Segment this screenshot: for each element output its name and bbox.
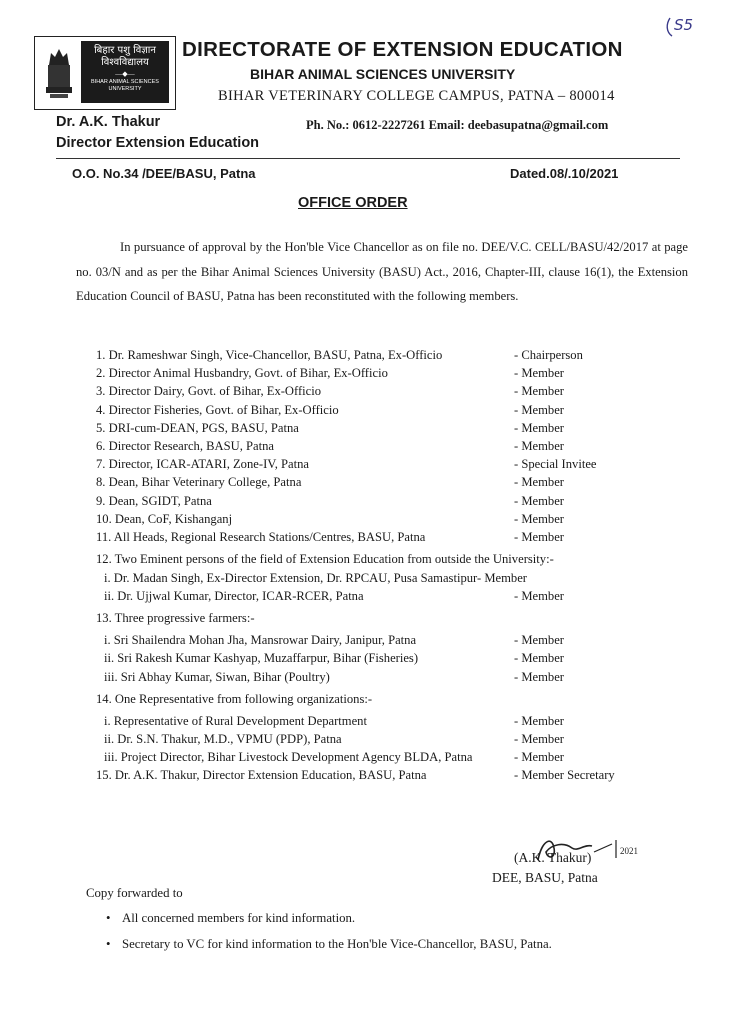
list-item (96, 473, 676, 491)
member-text: 15. Dr. A.K. Thakur, Director Extension Education, BASU, Patna (96, 768, 427, 783)
member-text: 9. Dean, SGIDT, Patna (96, 493, 212, 508)
bullet-icon: • (106, 937, 111, 951)
member-role: - Member (514, 713, 565, 728)
university-name: BIHAR ANIMAL SCIENCES UNIVERSITY (250, 66, 516, 82)
member-text: 11. All Heads, Regional Research Stations/Centres, BASU, Patna (96, 529, 426, 544)
member-text: 4. Director Fisheries, Govt. of Bihar, Ex-Officio (96, 402, 339, 417)
member-text: iii. Project Director, Bihar Livestock Development Agency BLDA, Patna (104, 750, 473, 764)
page-title: OFFICE ORDER (298, 195, 408, 211)
member-list (96, 346, 676, 784)
directorate-title: DIRECTORATE OF EXTENSION EDUCATION (182, 38, 623, 61)
member-text: 3. Director Dairy, Govt. of Bihar, Ex-Officio (96, 384, 322, 399)
page-mark-text: S5 (674, 16, 694, 34)
member-role: - Member (514, 402, 565, 417)
member-text: 1. Dr. Rameshwar Singh, Vice-Chancellor, BASU, Patna, Ex-Officio (96, 348, 443, 362)
group-13-heading (96, 605, 676, 628)
list-item (96, 419, 676, 437)
member-role: - Member (514, 511, 565, 526)
member-role: - Member (514, 731, 565, 746)
member-text: 10. Dean, CoF, Kishanganj (96, 511, 233, 526)
intro-text: In pursuance of approval by the Hon'ble Vice Chancellor as on file no. DEE/V.C. CELL/BASU/42/2017 at page no. 03/N and as per the Bihar Animal Sciences University (BASU) Act., 2016, Chapter-III, clause 16(1), the Extension Education Council of BASU, Patna has been reconstituted with the following members. (76, 240, 688, 304)
list-item (96, 492, 676, 510)
logo-separator: —◆— (115, 70, 135, 78)
list-item (96, 510, 676, 528)
bullet-icon: • (106, 911, 111, 925)
logo-hindi-line1: बिहार पशु विज्ञान (94, 45, 156, 56)
member-text: ii. Dr. Ujjwal Kumar, Director, ICAR-RCER, Patna (104, 589, 364, 604)
page-number-mark (664, 14, 716, 40)
intro-paragraph (76, 235, 688, 309)
member-role: - Chairperson (514, 348, 583, 362)
group-14-heading (96, 686, 676, 709)
member-text: iii. Sri Abhay Kumar, Siwan, Bihar (Poultry) (104, 669, 330, 684)
list-item (96, 628, 676, 649)
director-name: Dr. A.K. Thakur (56, 114, 161, 130)
list-item (96, 730, 676, 748)
logo-text-box (81, 41, 169, 103)
list-item (96, 401, 676, 419)
order-number: O.O. No.34 /DEE/BASU, Patna (72, 166, 256, 181)
member-role: - Member Secretary (514, 768, 615, 783)
copy-item-text: All concerned members for kind information. (122, 911, 356, 925)
list-item (96, 668, 676, 686)
member-role: - Member (514, 475, 565, 490)
director-title: Director Extension Education (56, 135, 260, 151)
contact-info: Ph. No.: 0612-2227261 Email: deebasupatna@gmail.com (306, 118, 609, 132)
group-heading-text: 13. Three progressive farmers:- (96, 611, 255, 626)
member-role: - Member (514, 529, 565, 544)
list-item (96, 528, 676, 546)
list-item (96, 748, 676, 766)
member-role: - Member (514, 589, 565, 604)
member-text: 2. Director Animal Husbandry, Govt. of Bihar, Ex-Officio (96, 366, 388, 381)
list-item (106, 908, 552, 934)
list-item (96, 346, 676, 364)
member-text: 7. Director, ICAR-ATARI, Zone-IV, Patna (96, 457, 310, 472)
list-item (96, 382, 676, 400)
order-date: Dated.08/.10/2021 (510, 166, 619, 181)
member-role: - Member (514, 493, 565, 508)
member-text: ii. Dr. S.N. Thakur, M.D., VPMU (PDP), Patna (104, 731, 342, 746)
member-role: - Member (514, 366, 565, 381)
logo-english-text: BIHAR ANIMAL SCIENCES UNIVERSITY (91, 79, 159, 92)
list-item (96, 437, 676, 455)
member-role: - Member (514, 384, 565, 399)
group-12-heading (96, 546, 676, 569)
member-text: 8. Dean, Bihar Veterinary College, Patna (96, 475, 302, 490)
list-item (96, 766, 676, 784)
group-heading-text: 14. One Representative from following organizations:- (96, 691, 373, 706)
group-heading-text: 12. Two Eminent persons of the field of Extension Education from outside the University:- (96, 552, 554, 567)
member-role: - Member (514, 651, 565, 666)
member-role: - Member (514, 669, 565, 684)
list-item (96, 649, 676, 667)
member-text: ii. Sri Rakesh Kumar Kashyap, Muzaffarpur, Bihar (Fisheries) (104, 651, 419, 666)
university-logo (34, 36, 176, 110)
copy-item-text: Secretary to VC for kind information to the Hon'ble Vice-Chancellor, BASU, Patna. (122, 937, 552, 951)
list-item (96, 709, 676, 730)
lion-emblem-icon (41, 43, 77, 101)
signatory-name: (A.K. Thakur) (514, 850, 592, 865)
list-item (106, 934, 552, 960)
header-divider (56, 158, 680, 159)
copy-list (106, 908, 552, 960)
list-item (96, 455, 676, 473)
logo-hindi-line2: विश्वविद्यालय (101, 57, 149, 68)
member-text: 6. Director Research, BASU, Patna (96, 438, 275, 453)
member-text: i. Sri Shailendra Mohan Jha, Mansrowar Dairy, Janipur, Patna (104, 633, 417, 648)
member-text: i. Dr. Madan Singh, Ex-Director Extension, Dr. RPCAU, Pusa Samastipur- Member (104, 571, 527, 586)
member-role: - Member (514, 633, 565, 648)
member-text: 5. DRI-cum-DEAN, PGS, BASU, Patna (96, 420, 299, 435)
list-item (96, 569, 676, 587)
member-role: - Member (514, 438, 565, 453)
svg-text:2021: 2021 (620, 846, 638, 856)
copy-forwarded-label: Copy forwarded to (86, 886, 183, 900)
list-item (96, 364, 676, 382)
member-role: - Special Invitee (514, 457, 597, 472)
campus-address: BIHAR VETERINARY COLLEGE CAMPUS, PATNA – 800014 (218, 88, 615, 104)
list-item (96, 587, 676, 605)
member-role: - Member (514, 750, 565, 764)
signatory-designation: DEE, BASU, Patna (492, 870, 598, 885)
member-text: i. Representative of Rural Development Department (104, 713, 367, 728)
member-role: - Member (514, 420, 565, 435)
